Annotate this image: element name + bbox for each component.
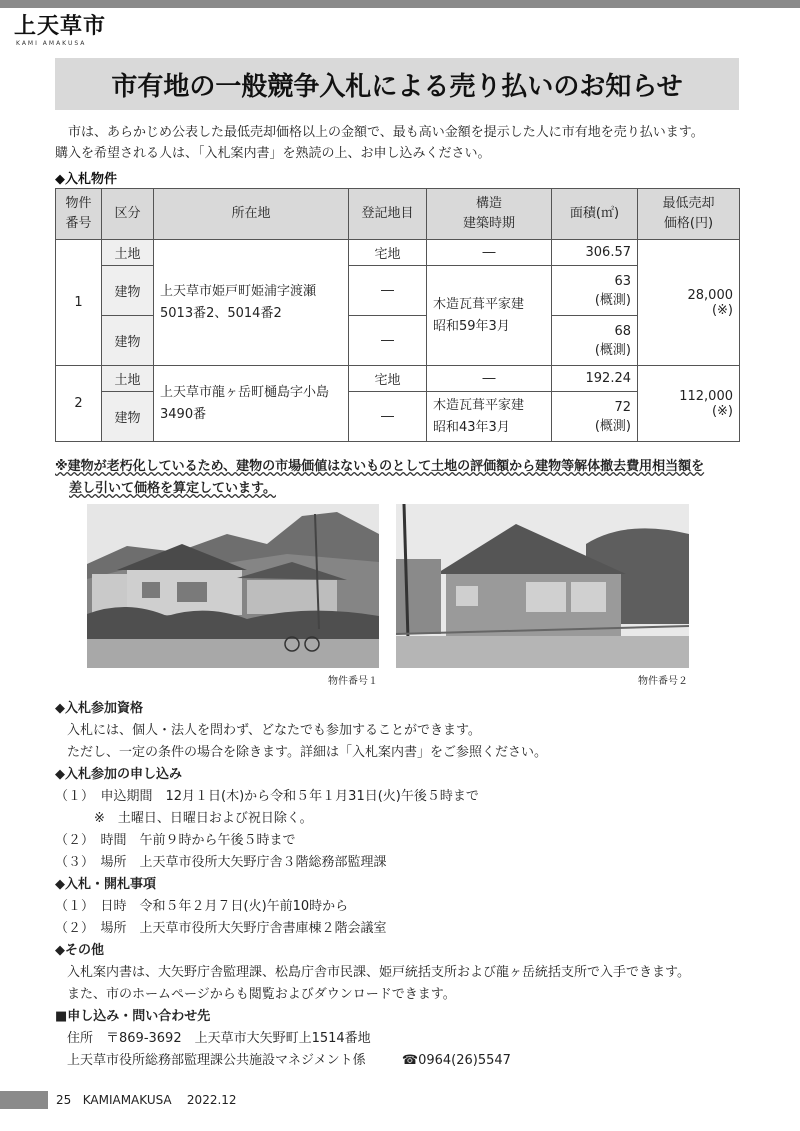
footer-bar [0,1091,48,1109]
header-chimoku: 登記地目 [349,189,427,240]
other-heading: ◆その他 [55,943,104,958]
property-photo-2 [396,504,689,668]
cell-chimoku: ― [349,266,427,316]
qualification-line: ただし、一定の条件の場合を除きます。詳細は「入札案内書」をご参照ください。 [67,745,547,760]
cell-kubun: 建物 [102,266,154,316]
application-line: （３） 場所 上天草市役所大矢野庁舎３階総務部監理課 [55,855,387,870]
issue-date: 2022.12 [186,1093,237,1107]
photo-caption-2: 物件番号２ [638,676,688,687]
header-structure: 構造 建築時期 [427,189,552,240]
section-heading-properties: ◆入札物件 [55,172,117,187]
cell-location: 上天草市姫戸町姫浦字渡瀬 5013番2、5014番2 [154,240,349,366]
page-footer [56,1091,237,1109]
bidding-line: （２） 場所 上天草市役所大矢野庁舎書庫棟２階会議室 [55,921,387,936]
cell-kubun: 土地 [102,240,154,266]
cell-chimoku: 宅地 [349,366,427,392]
bidding-line: （１） 日時 令和５年２月７日(火)午前10時から [55,899,349,914]
logo-subtitle: KAMI AMAKUSA [16,40,87,47]
header-location: 所在地 [154,189,349,240]
cell-structure: ― [427,240,552,266]
city-logo [14,14,124,47]
qualification-heading: ◆入札参加資格 [55,701,143,716]
cell-price: 28,000 (※) [638,240,740,366]
cell-price: 112,000 (※) [638,366,740,442]
contact-heading: ■申し込み・問い合わせ先 [55,1009,211,1024]
cell-kubun: 建物 [102,392,154,442]
cell-kubun: 土地 [102,366,154,392]
header-no: 物件 番号 [56,189,102,240]
cell-structure: 木造瓦葺平家建 昭和59年3月 [427,266,552,366]
contact-office: 上天草市役所総務部監理課公共施設マネジメント係 [67,1053,366,1068]
cell-structure: ― [427,366,552,392]
application-heading: ◆入札参加の申し込み [55,767,182,782]
table-header-row [56,189,740,240]
table-row [56,366,740,392]
magazine-name: KAMIAMAKUSA [82,1093,172,1107]
application-line: ※ 土曜日、日曜日および祝日除く。 [55,811,313,826]
contact-office-row [55,1050,755,1072]
contact-address: 住所 〒869-3692 上天草市大矢野町上1514番地 [67,1031,371,1046]
cell-chimoku: ― [349,392,427,442]
cell-area: 68 (概測) [552,316,638,366]
top-bar [0,0,800,8]
header-price: 最低売却 価格(円) [638,189,740,240]
cell-area: 63 (概測) [552,266,638,316]
page-title: 市有地の一般競争入札による売り払いのお知らせ [55,58,739,110]
intro-text [55,122,755,164]
note-line-2: 差し引いて価格を算定しています。 [69,481,276,496]
page-number: 25 [56,1093,72,1107]
intro-line-1: 市は、あらかじめ公表した最低売却価格以上の金額で、最も高い金額を提示した人に市有地を売り払います。 [68,125,704,140]
property-table [55,188,740,442]
cell-location: 上天草市龍ヶ岳町樋島字小島 3490番 [154,366,349,442]
cell-chimoku: ― [349,316,427,366]
cell-no: 1 [56,240,102,366]
note-line-1: ※建物が老朽化しているため、建物の市場価値はないものとして土地の評価額から建物等解体撤去費用相当額を [55,459,705,474]
cell-structure: 木造瓦葺平家建 昭和43年3月 [427,392,552,442]
application-line: （１） 申込期間 12月１日(木)から令和５年１月31日(火)午後５時まで [55,789,479,804]
header-kubun: 区分 [102,189,154,240]
logo-title: 上天草市 [14,14,107,39]
other-line: また、市のホームページからも閲覧およびダウンロードできます。 [67,987,456,1002]
price-note [55,456,755,500]
cell-kubun: 建物 [102,316,154,366]
contact-phone: ☎0964(26)5547 [401,1053,511,1068]
photo-caption-1: 物件番号１ [328,676,378,687]
other-line: 入札案内書は、大矢野庁舎監理課、松島庁舎市民課、姫戸統括支所および龍ヶ岳統括支所で入手できます。 [67,965,690,980]
qualification-line: 入札には、個人・法人を問わず、どなたでも参加することができます。 [67,723,481,738]
intro-line-2: 購入を希望される人は、「入札案内書」を熟読の上、お申し込みください。 [55,146,491,161]
cell-area: 306.57 [552,240,638,266]
application-line: （２） 時間 午前９時から午後５時まで [55,833,296,848]
table-row [56,240,740,266]
cell-chimoku: 宅地 [349,240,427,266]
cell-no: 2 [56,366,102,442]
cell-area: 72 (概測) [552,392,638,442]
cell-area: 192.24 [552,366,638,392]
header-area: 面積(㎡) [552,189,638,240]
bidding-heading: ◆入札・開札事項 [55,877,156,892]
property-photo-1 [87,504,379,668]
qualification-section [55,698,755,1072]
